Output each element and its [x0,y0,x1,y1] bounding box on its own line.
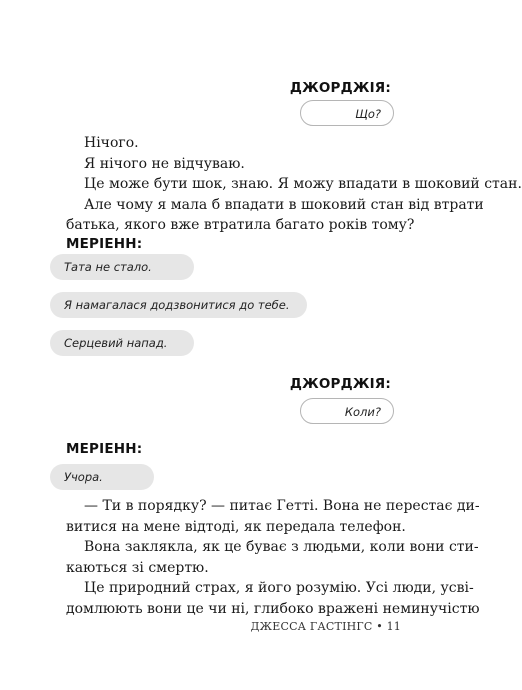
narration-line: Це природний страх, я його розумію. Усі люди, усві- [84,580,474,596]
message-bubble-outgoing: Що? [300,100,394,126]
narration-line: — Ти в порядку? — питає Гетті. Вона не перестає ди- [84,498,480,514]
speaker-marienn: МЕРІЕНН: [66,236,143,252]
narration-line: домлюють вони це чи ні, глибоко вражені неминучістю [66,600,480,617]
narration-line: каються зі смертю. [66,559,209,576]
narration-paragraph [66,496,480,619]
narration-line: Я нічого не відчуваю. [84,155,245,172]
message-bubble-outgoing: Коли? [300,398,394,424]
message-bubble-incoming: Учора. [50,464,154,490]
running-head-page-number: ДЖЕССА ГАСТІНГС • 11 [250,620,401,633]
speaker-georgia: ДЖОРДЖІЯ: [289,376,391,392]
narration-line: Нічого. [84,135,139,151]
speaker-marienn: МЕРІЕНН: [66,441,143,457]
message-bubble-incoming: Серцевий напад. [50,330,194,356]
message-bubble-incoming: Я намагалася додзвонитися до тебе. [50,292,307,318]
narration-line: Але чому я мала б впадати в шоковий стан від втрати [84,196,484,213]
message-bubble-incoming: Тата не стало. [50,254,194,280]
speaker-georgia: ДЖОРДЖІЯ: [289,80,391,96]
narration-line: Вона заклякла, як це буває з людьми, коли вони сти- [84,539,479,555]
narration-line: Це може бути шок, знаю. Я можу впадати в шоковий стан. [84,176,522,192]
narration-line: витися на мене відтоді, як передала телефон. [66,518,406,535]
narration-paragraph [66,133,522,236]
narration-line: батька, якого вже втратила багато років тому? [66,217,415,233]
